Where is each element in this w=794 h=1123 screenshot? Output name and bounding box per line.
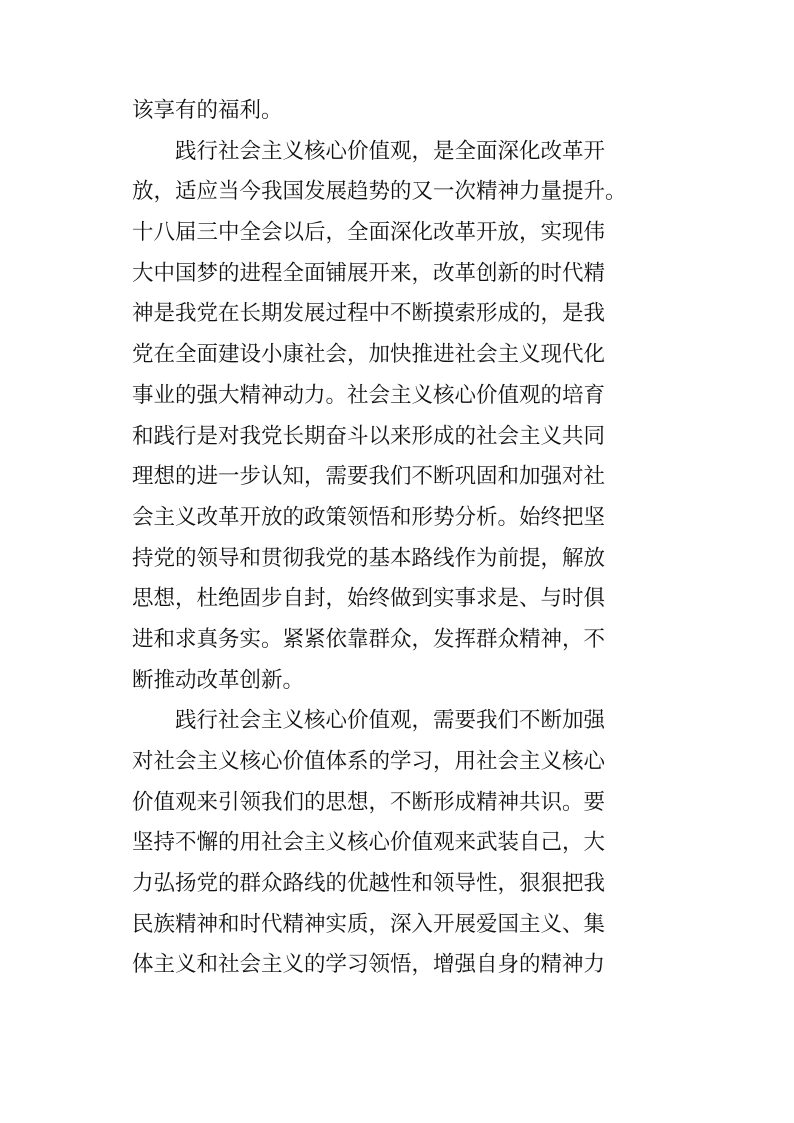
text-line: 思想，杜绝固步自封，始终做到实事求是、与时俱	[132, 586, 606, 612]
text-line: 价值观来引领我们的思想，不断形成精神共识。要	[132, 789, 606, 815]
text-line: 持党的领导和贯彻我党的基本路线作为前提，解放	[132, 545, 606, 571]
text-line: 体主义和社会主义的学习领悟，增强自身的精神力	[132, 952, 606, 978]
paragraph-first-line: 践行社会主义核心价值观，需要我们不断加强	[175, 708, 606, 734]
text-line: 十八届三中全会以后，全面深化改革开放，实现伟	[132, 220, 606, 246]
text-line: 和践行是对我党长期奋斗以来形成的社会主义共同	[132, 423, 606, 449]
text-line: 党在全面建设小康社会，加快推进社会主义现代化	[132, 342, 606, 368]
text-line: 进和求真务实。紧紧依靠群众，发挥群众精神，不	[132, 626, 606, 652]
text-line: 民族精神和时代精神实质，深入开展爱国主义、集	[132, 911, 606, 937]
text-line: 对社会主义核心价值体系的学习，用社会主义核心	[132, 749, 606, 774]
text-line: 断推动改革创新。	[132, 667, 305, 693]
text-line: 事业的强大精神动力。社会主义核心价值观的培育	[132, 382, 606, 408]
text-line: 放，适应当今我国发展趋势的又一次精神力量提升。	[132, 179, 627, 205]
text-line: 坚持不懈的用社会主义核心价值观来武装自己，大	[132, 830, 606, 856]
text-line: 会主义改革开放的政策领悟和形势分析。始终把坚	[132, 504, 606, 530]
text-line: 该享有的福利。	[132, 98, 283, 123]
paragraph-first-line: 践行社会主义核心价值观，是全面深化改革开	[175, 138, 606, 164]
text-line: 力弘扬党的群众路线的优越性和领导性，狠狠把我	[132, 871, 606, 897]
document-body	[132, 91, 677, 986]
text-line: 理想的进一步认知，需要我们不断巩固和加强对社	[132, 464, 606, 490]
text-line: 神是我党在长期发展过程中不断摸索形成的，是我	[132, 301, 606, 327]
text-line: 大中国梦的进程全面铺展开来，改革创新的时代精	[132, 260, 606, 286]
